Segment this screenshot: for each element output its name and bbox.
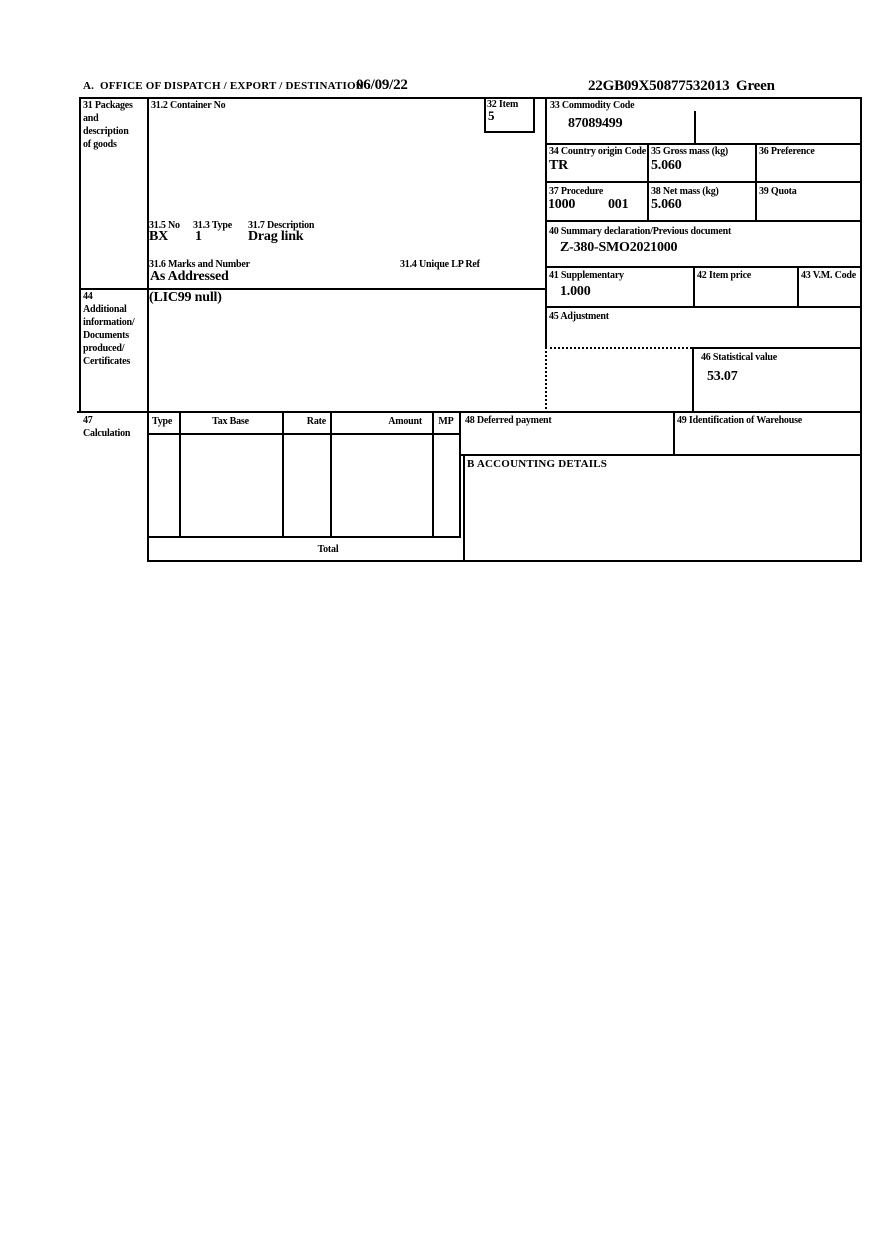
form-line-v (179, 411, 181, 538)
box37-value-extra: 001 (608, 197, 629, 212)
box37-label: 37 Procedure (549, 186, 604, 197)
box32-label: 32 Item (487, 99, 519, 110)
box31-description-value: Drag link (248, 229, 304, 244)
box31-container-label: 31.2 Container No (151, 100, 226, 111)
form-line-h (692, 347, 862, 349)
calc-col-amount: Amount (388, 416, 422, 427)
form-line-v (545, 97, 547, 349)
box44-label-line: information/ (83, 317, 135, 328)
box31-label-line: of goods (83, 139, 117, 150)
form-line-v (693, 266, 695, 308)
form-line-v (147, 97, 149, 562)
form-line-h (147, 536, 461, 538)
box31-label-line: description (83, 126, 129, 137)
form-line-h (484, 131, 535, 133)
calc-col-taxbase: Tax Base (212, 416, 249, 427)
form-line-h (461, 454, 862, 456)
box44-label-line: Additional (83, 304, 127, 315)
box44-value: (LIC99 null) (149, 290, 222, 305)
form-line-v (673, 411, 675, 456)
box49-label: 49 Identification of Warehouse (677, 415, 803, 426)
box31-type-value: 1 (195, 229, 202, 244)
box31-type-label: 31.3 Type (193, 220, 232, 231)
form-line-h (545, 266, 862, 268)
accounting-details-label: B ACCOUNTING DETAILS (467, 458, 608, 470)
box38-label: 38 Net mass (kg) (651, 186, 719, 197)
box44-label-line: Certificates (83, 356, 131, 367)
form-line-h (545, 306, 862, 308)
box44-label-line: Documents (83, 330, 129, 341)
box40-label: 40 Summary declaration/Previous document (549, 226, 732, 237)
form-line-h (79, 288, 547, 290)
form-line-h (147, 560, 862, 562)
box46-value: 53.07 (707, 369, 738, 384)
form-line-v (459, 411, 461, 538)
form-line-dotted-v (545, 347, 547, 413)
box48-label: 48 Deferred payment (465, 415, 552, 426)
dispatch-date: 06/09/22 (356, 77, 408, 93)
form-line-h (545, 181, 862, 183)
form-line-v (692, 347, 694, 413)
box31-marks-label: 31.6 Marks and Number (149, 259, 250, 270)
box43-label: 43 V.M. Code (801, 270, 857, 281)
calc-total-label: Total (317, 544, 339, 555)
box34-value: TR (549, 158, 569, 173)
form-line-v (432, 411, 434, 538)
page-title: A. OFFICE OF DISPATCH / EXPORT / DESTINATION (83, 80, 364, 92)
box31-label-line: and (83, 113, 99, 124)
box31-no-label: 31.5 No (149, 220, 180, 231)
form-line-h (79, 97, 862, 99)
box33-label: 33 Commodity Code (550, 100, 635, 111)
box46-label: 46 Statistical value (701, 352, 777, 363)
form-line-v (647, 143, 649, 222)
box39-label: 39 Quota (759, 186, 797, 197)
box45-label: 45 Adjustment (549, 311, 609, 322)
form-line-h (147, 433, 461, 435)
box42-label: 42 Item price (697, 270, 752, 281)
box41-label: 41 Supplementary (549, 270, 624, 281)
box47-label-line: Calculation (83, 428, 131, 439)
form-line-v (755, 143, 757, 222)
box38-value: 5.060 (651, 197, 682, 212)
form-line-v (797, 266, 799, 308)
box35-label: 35 Gross mass (kg) (651, 146, 729, 157)
form-line-h (545, 220, 862, 222)
box44-label-line: produced/ (83, 343, 125, 354)
box33-value: 87089499 (568, 116, 623, 131)
form-line-h (545, 143, 862, 145)
box35-value: 5.060 (651, 158, 682, 173)
form-line-v (330, 411, 332, 538)
form-line-v (533, 97, 535, 133)
form-line-v (463, 454, 465, 562)
form-line-v (282, 411, 284, 538)
form-line-v (79, 97, 81, 413)
form-line-h (77, 411, 862, 413)
box34-label: 34 Country origin Code (549, 146, 646, 157)
box31-marks-value: As Addressed (150, 269, 229, 284)
box31-description-label: 31.7 Description (248, 220, 315, 231)
box31-label-line: 31 Packages (83, 100, 133, 111)
box37-value-main: 1000 (548, 197, 576, 212)
form-line-dotted-h (545, 347, 692, 349)
form-line-v (694, 111, 696, 144)
box31-no-value: BX (149, 229, 169, 244)
box36-label: 36 Preference (759, 146, 815, 157)
box31-lp-ref-label: 31.4 Unique LP Ref (400, 259, 480, 270)
calc-col-type: Type (152, 416, 173, 427)
form-line-v (860, 97, 862, 562)
calc-col-mp: MP (438, 416, 454, 427)
box47-label-line: 47 (83, 415, 93, 426)
box44-label-line: 44 (83, 291, 93, 302)
box32-value: 5 (488, 108, 495, 123)
box40-value: Z-380-SMO2021000 (560, 240, 678, 255)
routing-status: Green (736, 78, 775, 94)
mrn-number: 22GB09X50877532013 (588, 78, 730, 94)
form-line-v (484, 97, 486, 133)
box41-value: 1.000 (560, 284, 591, 299)
calc-col-rate: Rate (306, 416, 326, 427)
